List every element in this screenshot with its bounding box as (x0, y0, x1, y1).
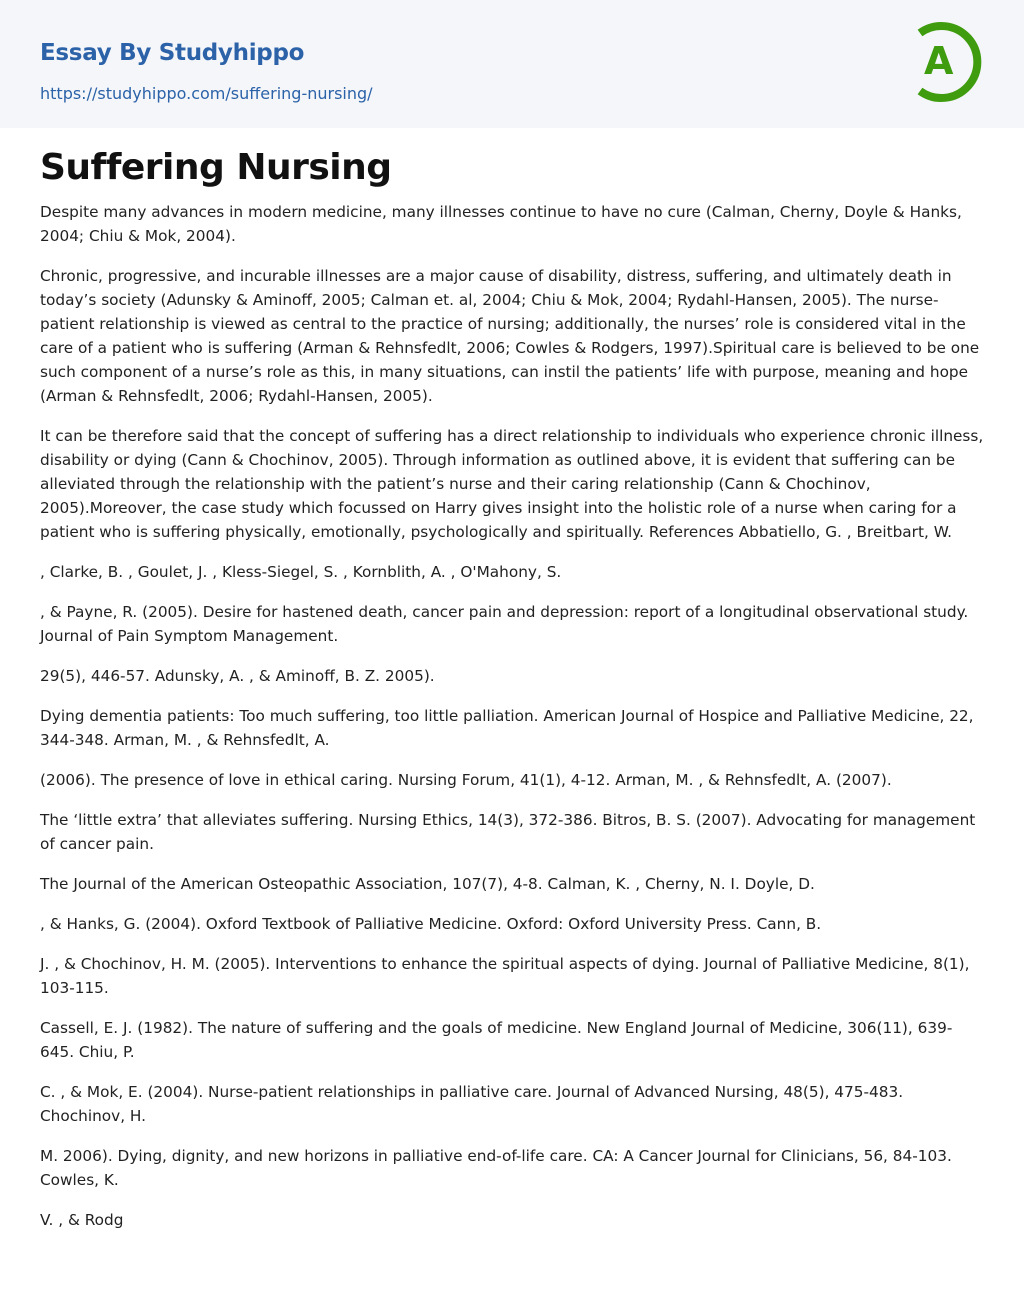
essay-paragraph: Despite many advances in modern medicine, many illnesses continue to have no cure (Calman, Cherny, Doyle & Hanks, 2004; Chiu & Mok, 2004). (40, 203, 962, 245)
essay-paragraph: J. , & Chochinov, H. M. (2005). Interventions to enhance the spiritual aspects of dying. Journal of Palliative Medicine, 8(1), 103-115. (40, 955, 970, 997)
essay-paragraph: , & Hanks, G. (2004). Oxford Textbook of Palliative Medicine. Oxford: Oxford University Press. Cann, B. (40, 915, 822, 933)
essay-paragraph: , Clarke, B. , Goulet, J. , Kless-Siegel, S. , Kornblith, A. , O'Mahony, S. (40, 563, 562, 581)
essay-paragraph: Dying dementia patients: Too much suffering, too little palliation. American Journal of Hospice and Palliative Medicine, 22, 344-348. Arman, M. , & Rehnsfedlt, A. (40, 707, 974, 749)
essay-paragraph: The ‘little extra’ that alleviates suffering. Nursing Ethics, 14(3), 372-386. Bitros, B. S. (2007). Advocating for management of cancer pain. (40, 811, 976, 853)
studyhippo-logo-icon[interactable] (912, 19, 986, 105)
essay-paragraph: Cassell, E. J. (1982). The nature of suffering and the goals of medicine. New England Journal of Medicine, 306(11), 639-645. Chiu, P. (40, 1019, 953, 1061)
essay-paragraph: V. , & Rodg (40, 1211, 124, 1229)
essay-paragraph: M. 2006). Dying, dignity, and new horizons in palliative end-of-life care. CA: A Cancer Journal for Clinicians, 56, 84-103. Cowles, K. (40, 1147, 952, 1189)
essay-paragraph: Chronic, progressive, and incurable illnesses are a major cause of disability, distress, suffering, and ultimately death in today’s society (Adunsky & Aminoff, 2005; Calman et. al, 2004; Chiu & Mok, 2004; Rydahl-Hansen, 2005). The nurse-patient relationship is viewed as central to the practice of nursing; additionally, the nurses’ role is considered vital in the care of a patient who is suffering (Arman & Rehnsfedlt, 2006; Cowles & Rodgers, 1997).Spiritual care is believed to be one such component of a nurse’s role as this, in many situations, can instil the patients’ life with purpose, meaning and hope (Arman & Rehnsfedlt, 2006; Rydahl-Hansen, 2005). (40, 267, 980, 405)
essay-content (0, 128, 1024, 1232)
essay-paragraph: 29(5), 446-57. Adunsky, A. , & Aminoff, B. Z. 2005). (40, 667, 435, 685)
essay-paragraph: It can be therefore said that the concept of suffering has a direct relationship to individuals who experience chronic illness, disability or dying (Cann & Chochinov, 2005). Through information as outlined above, it is evident that suffering can be alleviated through the relationship with the patient’s nurse and their caring relationship (Cann & Chochinov, 2005).Moreover, the case study which focussed on Harry gives insight into the holistic role of a nurse when caring for a patient who is suffering physically, emotionally, psychologically and spiritually. References Abbatiello, G. , Breitbart, W. (40, 427, 984, 541)
essay-paragraph: The Journal of the American Osteopathic Association, 107(7), 4-8. Calman, K. , Cherny, N. I. Doyle, D. (40, 875, 815, 893)
page-title: Suffering Nursing (40, 147, 392, 188)
brand-title[interactable]: Essay By Studyhippo (40, 40, 305, 66)
essay-paragraph: , & Payne, R. (2005). Desire for hastened death, cancer pain and depression: report of a longitudinal observational study. Journal of Pain Symptom Management. (40, 603, 969, 645)
logo-letter: A (924, 39, 954, 83)
essay-paragraph: (2006). The presence of love in ethical caring. Nursing Forum, 41(1), 4-12. Arman, M. , & Rehnsfedlt, A. (2007). (40, 771, 892, 789)
site-header (0, 0, 1024, 128)
essay-paragraph: C. , & Mok, E. (2004). Nurse-patient relationships in palliative care. Journal of Advanced Nursing, 48(5), 475-483. Chochinov, H. (40, 1083, 904, 1125)
essay-body (40, 200, 984, 1232)
essay-url-link[interactable]: https://studyhippo.com/suffering-nursing/ (40, 84, 373, 103)
